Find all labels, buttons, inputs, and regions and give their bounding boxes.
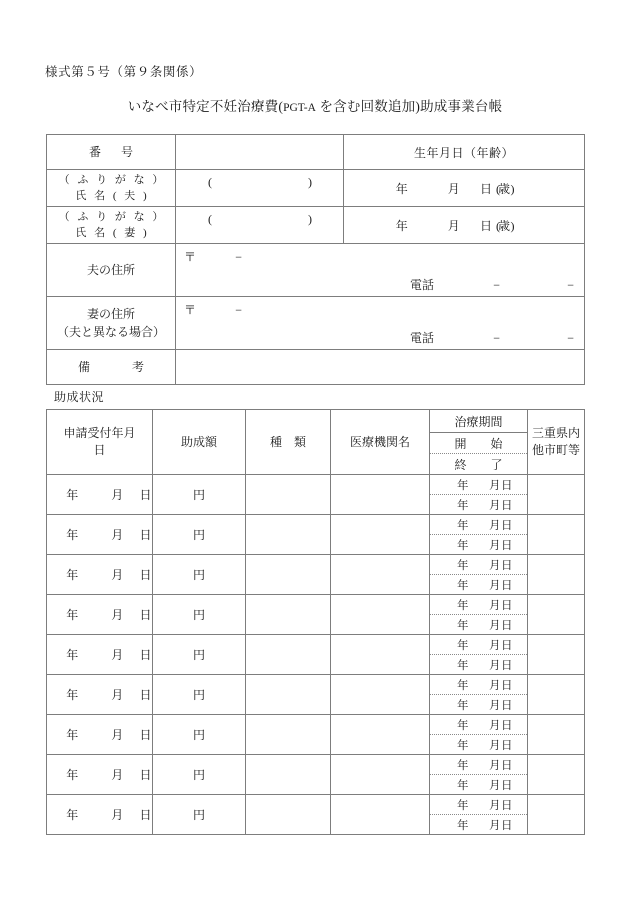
cell-mie-other-city[interactable] [528, 635, 585, 675]
period-end-row [430, 495, 527, 515]
period-end-day-label: 日 [501, 819, 513, 832]
cell-treatment-period[interactable] [430, 475, 528, 515]
number-value-cell[interactable] [176, 135, 344, 170]
cell-type[interactable] [246, 595, 331, 635]
wife-address-label [47, 297, 176, 350]
application-month-label: 月 [111, 488, 124, 502]
application-day-label: 日 [139, 688, 153, 702]
cell-application-date[interactable] [47, 675, 153, 715]
application-year-label: 年 [66, 568, 79, 582]
husband-furigana-label: （ ふ り が な ） [58, 173, 166, 186]
period-stack-table [430, 675, 527, 714]
period-end-row [430, 535, 527, 555]
period-start-day-label: 日 [501, 719, 513, 732]
period-start-month-label: 月 [489, 479, 501, 492]
period-end-year-label: 年 [457, 579, 469, 592]
period-start-day-label: 日 [501, 599, 513, 612]
cell-period-start[interactable] [430, 475, 527, 495]
period-end-row [430, 655, 527, 675]
table-row [47, 635, 585, 675]
period-start-year-label: 年 [457, 479, 469, 492]
header-period-end-row [430, 454, 527, 475]
husband-day-label: 日 ( [480, 181, 501, 196]
husband-address-label: 夫の住所 [47, 244, 176, 297]
cell-institution[interactable] [331, 635, 430, 675]
application-date-labels [50, 728, 153, 742]
cell-institution[interactable] [331, 555, 430, 595]
period-stack-table [430, 515, 527, 554]
application-day-label: 日 [139, 608, 153, 622]
header-period-title: 治療期間 [430, 410, 527, 433]
application-month-label: 月 [111, 608, 124, 622]
husband-birthdate-field[interactable] [344, 170, 585, 207]
period-start-day-label: 日 [501, 799, 513, 812]
cell-mie-other-city[interactable] [528, 595, 585, 635]
application-date-labels [50, 768, 153, 782]
header-mie-other-city [528, 410, 585, 475]
header-period-end: 終 了 [454, 457, 503, 472]
period-end-month-label: 月 [489, 499, 501, 512]
period-end-year-label: 年 [457, 539, 469, 552]
application-day-label: 日 [139, 768, 153, 782]
period-start-day-label: 日 [501, 679, 513, 692]
header-period-title-row [430, 410, 527, 433]
birthdate-header: 生年月日（年齢） [344, 135, 585, 170]
period-start-month-label: 月 [489, 679, 501, 692]
header-period-start-row [430, 433, 527, 454]
period-end-row [430, 775, 527, 795]
header-period-inner-table [430, 410, 527, 474]
subsidy-table [46, 409, 585, 835]
cell-application-date[interactable] [47, 635, 153, 675]
cell-treatment-period[interactable] [430, 555, 528, 595]
period-end-day-label: 日 [501, 499, 513, 512]
period-end-year-label: 年 [457, 779, 469, 792]
period-end-day-label: 日 [501, 619, 513, 632]
cell-treatment-period[interactable] [430, 795, 528, 835]
cell-institution[interactable] [331, 515, 430, 555]
cell-amount[interactable] [153, 715, 246, 755]
table-row-wife-address [47, 297, 585, 350]
application-month-label: 月 [111, 528, 124, 542]
cell-application-date[interactable] [47, 475, 153, 515]
header-institution: 医療機関名 [331, 410, 430, 475]
period-end-row [430, 695, 527, 715]
husband-zip-dash: − [235, 250, 243, 264]
cell-mie-other-city[interactable] [528, 675, 585, 715]
period-end-month-label: 月 [489, 779, 501, 792]
period-start-month-label: 月 [489, 599, 501, 612]
amount-yen-label: 円 [192, 608, 205, 622]
header-period-start: 開 始 [430, 433, 527, 454]
cell-period-end[interactable] [430, 495, 527, 515]
period-stack-table [430, 715, 527, 754]
cell-amount[interactable] [153, 595, 246, 635]
wife-address-label-line1: 妻の住所 [86, 307, 135, 321]
period-end-month-label: 月 [489, 659, 501, 672]
period-start-row [430, 595, 527, 615]
cell-mie-other-city[interactable] [528, 755, 585, 795]
cell-institution[interactable] [331, 675, 430, 715]
period-start-day-label: 日 [501, 519, 513, 532]
period-stack-table [430, 555, 527, 594]
table-row [47, 555, 585, 595]
number-label: 番 号 [47, 135, 176, 170]
cell-period-start[interactable] [430, 595, 527, 615]
wife-tel-label: 電話 [409, 331, 434, 345]
wife-name-text-label: 氏 名 ( 妻 ) [75, 227, 150, 239]
cell-amount[interactable] [153, 635, 246, 675]
cell-type[interactable] [246, 475, 331, 515]
table-row [47, 595, 585, 635]
amount-yen-label: 円 [192, 768, 205, 782]
period-start-row [430, 515, 527, 535]
cell-period-end[interactable] [430, 695, 527, 715]
wife-address-field[interactable] [176, 297, 585, 350]
application-month-label: 月 [111, 768, 124, 782]
application-month-label: 月 [111, 568, 124, 582]
cell-amount[interactable] [153, 515, 246, 555]
cell-amount[interactable] [153, 795, 246, 835]
title-prefix: いなべ市特定不妊治療費 [127, 99, 279, 114]
period-end-day-label: 日 [501, 539, 513, 552]
period-end-day-label: 日 [501, 739, 513, 752]
header-application-date [47, 410, 153, 475]
cell-institution[interactable] [331, 715, 430, 755]
period-start-row [430, 755, 527, 775]
period-start-day-label: 日 [501, 639, 513, 652]
registrant-table [46, 134, 585, 385]
period-end-year-label: 年 [457, 739, 469, 752]
cell-mie-other-city[interactable] [528, 515, 585, 555]
husband-year-label: 年 [395, 181, 409, 196]
period-start-year-label: 年 [457, 639, 469, 652]
wife-address-label-line2: （夫と異なる場合） [56, 325, 165, 339]
application-day-label: 日 [139, 808, 153, 822]
wife-year-label: 年 [395, 218, 409, 233]
cell-type[interactable] [246, 555, 331, 595]
cell-application-date[interactable] [47, 595, 153, 635]
application-year-label: 年 [66, 528, 79, 542]
period-start-row [430, 635, 527, 655]
cell-treatment-period[interactable] [430, 515, 528, 555]
cell-amount[interactable] [153, 555, 246, 595]
cell-amount[interactable] [153, 755, 246, 795]
remarks-label: 備 考 [47, 350, 176, 385]
period-end-row [430, 575, 527, 595]
cell-type[interactable] [246, 755, 331, 795]
header-application-date-line2: 日 [93, 443, 106, 457]
application-day-label: 日 [139, 488, 153, 502]
period-start-day-label: 日 [501, 479, 513, 492]
cell-period-start[interactable] [430, 555, 527, 575]
cell-treatment-period[interactable] [430, 715, 528, 755]
period-start-month-label: 月 [489, 519, 501, 532]
amount-yen-label: 円 [192, 528, 205, 542]
cell-period-end[interactable] [430, 735, 527, 755]
period-start-year-label: 年 [457, 679, 469, 692]
period-start-row [430, 795, 527, 815]
wife-birthdate-field[interactable] [344, 207, 585, 244]
cell-type[interactable] [246, 795, 331, 835]
period-stack-table [430, 475, 527, 514]
cell-period-end[interactable] [430, 655, 527, 675]
period-end-day-label: 日 [501, 779, 513, 792]
subsidy-section-label: 助成状況 [54, 390, 105, 404]
table-row [47, 475, 585, 515]
husband-paren-open: ( [208, 175, 212, 189]
title-suffix: 助成事業台帳 [420, 99, 503, 114]
period-start-month-label: 月 [489, 799, 501, 812]
husband-name-text-label: 氏 名 ( 夫 ) [75, 190, 150, 202]
wife-tel-dash-2: − [567, 331, 574, 345]
wife-month-label: 月 [447, 218, 461, 233]
period-end-day-label: 日 [501, 579, 513, 592]
cell-treatment-period[interactable] [430, 675, 528, 715]
husband-tel-line [410, 276, 574, 293]
form-number: 様式第５号（第９条関係） [45, 65, 203, 79]
amount-yen-label: 円 [192, 808, 205, 822]
period-start-year-label: 年 [457, 719, 469, 732]
application-date-labels [50, 568, 153, 582]
application-year-label: 年 [66, 768, 79, 782]
cell-treatment-period[interactable] [430, 755, 528, 795]
table-row-number [47, 135, 585, 170]
amount-yen-label: 円 [192, 488, 205, 502]
application-month-label: 月 [111, 728, 124, 742]
husband-zip-line [184, 248, 242, 265]
application-date-labels [50, 608, 153, 622]
wife-furigana-label: （ ふ り が な ） [58, 210, 166, 223]
cell-period-start[interactable] [430, 675, 527, 695]
period-end-month-label: 月 [489, 579, 501, 592]
period-stack-table [430, 795, 527, 834]
cell-mie-other-city[interactable] [528, 715, 585, 755]
husband-tel-dash-2: − [567, 278, 574, 292]
application-year-label: 年 [66, 608, 79, 622]
application-year-label: 年 [66, 488, 79, 502]
period-end-row [430, 735, 527, 755]
cell-period-start[interactable] [430, 755, 527, 775]
cell-period-end[interactable] [430, 775, 527, 795]
cell-period-end[interactable] [430, 575, 527, 595]
header-amount: 助成額 [153, 410, 246, 475]
cell-period-end[interactable] [430, 815, 527, 835]
application-day-label: 日 [139, 528, 153, 542]
cell-treatment-period[interactable] [430, 635, 528, 675]
application-date-labels [50, 688, 153, 702]
title-middle: を含む回数追加 [315, 99, 416, 114]
subsidy-header-row [47, 410, 585, 475]
period-start-row [430, 475, 527, 495]
cell-period-start[interactable] [430, 635, 527, 655]
period-start-row [430, 555, 527, 575]
application-date-labels [50, 488, 153, 502]
period-start-year-label: 年 [457, 519, 469, 532]
cell-institution[interactable] [331, 475, 430, 515]
application-date-labels [50, 528, 153, 542]
period-end-row [430, 815, 527, 835]
period-end-month-label: 月 [489, 819, 501, 832]
wife-tel-line [410, 329, 574, 346]
wife-paren-open: ( [208, 212, 212, 226]
period-start-month-label: 月 [489, 559, 501, 572]
period-start-year-label: 年 [457, 599, 469, 612]
husband-paren-close: ) [308, 175, 312, 189]
cell-period-end[interactable] [430, 615, 527, 635]
husband-zip-symbol: 〒 [184, 250, 197, 264]
cell-treatment-period[interactable] [430, 595, 528, 635]
application-month-label: 月 [111, 688, 124, 702]
wife-name-field[interactable] [176, 207, 344, 244]
amount-yen-label: 円 [192, 648, 205, 662]
period-start-year-label: 年 [457, 759, 469, 772]
amount-yen-label: 円 [192, 568, 205, 582]
cell-period-start[interactable] [430, 795, 527, 815]
cell-institution[interactable] [331, 755, 430, 795]
wife-tel-dash-1: − [493, 331, 500, 345]
header-type: 種 類 [246, 410, 331, 475]
period-end-year-label: 年 [457, 659, 469, 672]
application-year-label: 年 [66, 808, 79, 822]
table-row [47, 715, 585, 755]
wife-age-label: 歳) [498, 218, 515, 233]
wife-name-label [47, 207, 176, 244]
application-day-label: 日 [139, 648, 153, 662]
period-end-month-label: 月 [489, 619, 501, 632]
period-end-month-label: 月 [489, 739, 501, 752]
header-mie-line2: 他市町等 [531, 443, 580, 457]
husband-age-label: 歳) [498, 181, 515, 196]
application-year-label: 年 [66, 688, 79, 702]
application-year-label: 年 [66, 728, 79, 742]
subsidy-rows-body [47, 475, 585, 835]
cell-mie-other-city[interactable] [528, 555, 585, 595]
table-row [47, 675, 585, 715]
cell-application-date[interactable] [47, 515, 153, 555]
cell-type[interactable] [246, 635, 331, 675]
period-start-month-label: 月 [489, 639, 501, 652]
husband-name-label [47, 170, 176, 207]
application-month-label: 月 [111, 808, 124, 822]
wife-zip-dash: − [235, 303, 243, 317]
cell-period-start[interactable] [430, 515, 527, 535]
period-start-row [430, 715, 527, 735]
cell-mie-other-city[interactable] [528, 475, 585, 515]
header-application-date-line1: 申請受付年月 [63, 426, 136, 441]
table-row-husband-name [47, 170, 585, 207]
header-treatment-period [430, 410, 528, 475]
period-start-month-label: 月 [489, 759, 501, 772]
period-start-month-label: 月 [489, 719, 501, 732]
husband-address-field[interactable] [176, 244, 585, 297]
application-date-labels [50, 808, 153, 822]
cell-application-date[interactable] [47, 755, 153, 795]
period-stack-table [430, 595, 527, 634]
remarks-field[interactable] [176, 350, 585, 385]
application-date-labels [50, 648, 153, 662]
cell-type[interactable] [246, 515, 331, 555]
application-month-label: 月 [111, 648, 124, 662]
cell-type[interactable] [246, 675, 331, 715]
cell-mie-other-city[interactable] [528, 795, 585, 835]
table-row [47, 515, 585, 555]
period-end-year-label: 年 [457, 619, 469, 632]
page-title [0, 95, 630, 115]
period-end-row [430, 615, 527, 635]
husband-month-label: 月 [447, 181, 461, 196]
table-row-remarks [47, 350, 585, 385]
title-latin-pgta: PGT-A [283, 102, 316, 114]
wife-day-label: 日 ( [480, 218, 501, 233]
amount-yen-label: 円 [192, 688, 205, 702]
cell-application-date[interactable] [47, 715, 153, 755]
cell-amount[interactable] [153, 675, 246, 715]
title-paren-close: ) [415, 99, 421, 114]
table-row [47, 755, 585, 795]
wife-paren-close: ) [308, 212, 312, 226]
cell-amount[interactable] [153, 475, 246, 515]
cell-institution[interactable] [331, 795, 430, 835]
husband-tel-dash-1: − [493, 278, 500, 292]
period-end-year-label: 年 [457, 699, 469, 712]
period-end-month-label: 月 [489, 539, 501, 552]
husband-tel-label: 電話 [409, 278, 434, 292]
period-start-row [430, 675, 527, 695]
cell-application-date[interactable] [47, 555, 153, 595]
amount-yen-label: 円 [192, 728, 205, 742]
husband-name-field[interactable] [176, 170, 344, 207]
cell-type[interactable] [246, 715, 331, 755]
table-row-husband-address [47, 244, 585, 297]
title-paren-open: ( [278, 99, 284, 114]
period-start-year-label: 年 [457, 799, 469, 812]
period-end-year-label: 年 [457, 819, 469, 832]
period-stack-table [430, 635, 527, 674]
application-day-label: 日 [139, 728, 153, 742]
period-stack-table [430, 755, 527, 794]
table-row [47, 795, 585, 835]
cell-period-start[interactable] [430, 715, 527, 735]
period-start-day-label: 日 [501, 559, 513, 572]
period-end-year-label: 年 [457, 499, 469, 512]
application-year-label: 年 [66, 648, 79, 662]
cell-institution[interactable] [331, 595, 430, 635]
cell-period-end[interactable] [430, 535, 527, 555]
period-start-day-label: 日 [501, 759, 513, 772]
wife-zip-line [184, 301, 242, 318]
period-end-day-label: 日 [501, 699, 513, 712]
wife-zip-symbol: 〒 [184, 303, 197, 317]
table-row-wife-name [47, 207, 585, 244]
header-mie-line1: 三重県内 [531, 425, 580, 440]
period-end-day-label: 日 [501, 659, 513, 672]
cell-application-date[interactable] [47, 795, 153, 835]
application-day-label: 日 [139, 568, 153, 582]
period-start-year-label: 年 [457, 559, 469, 572]
period-end-month-label: 月 [489, 699, 501, 712]
